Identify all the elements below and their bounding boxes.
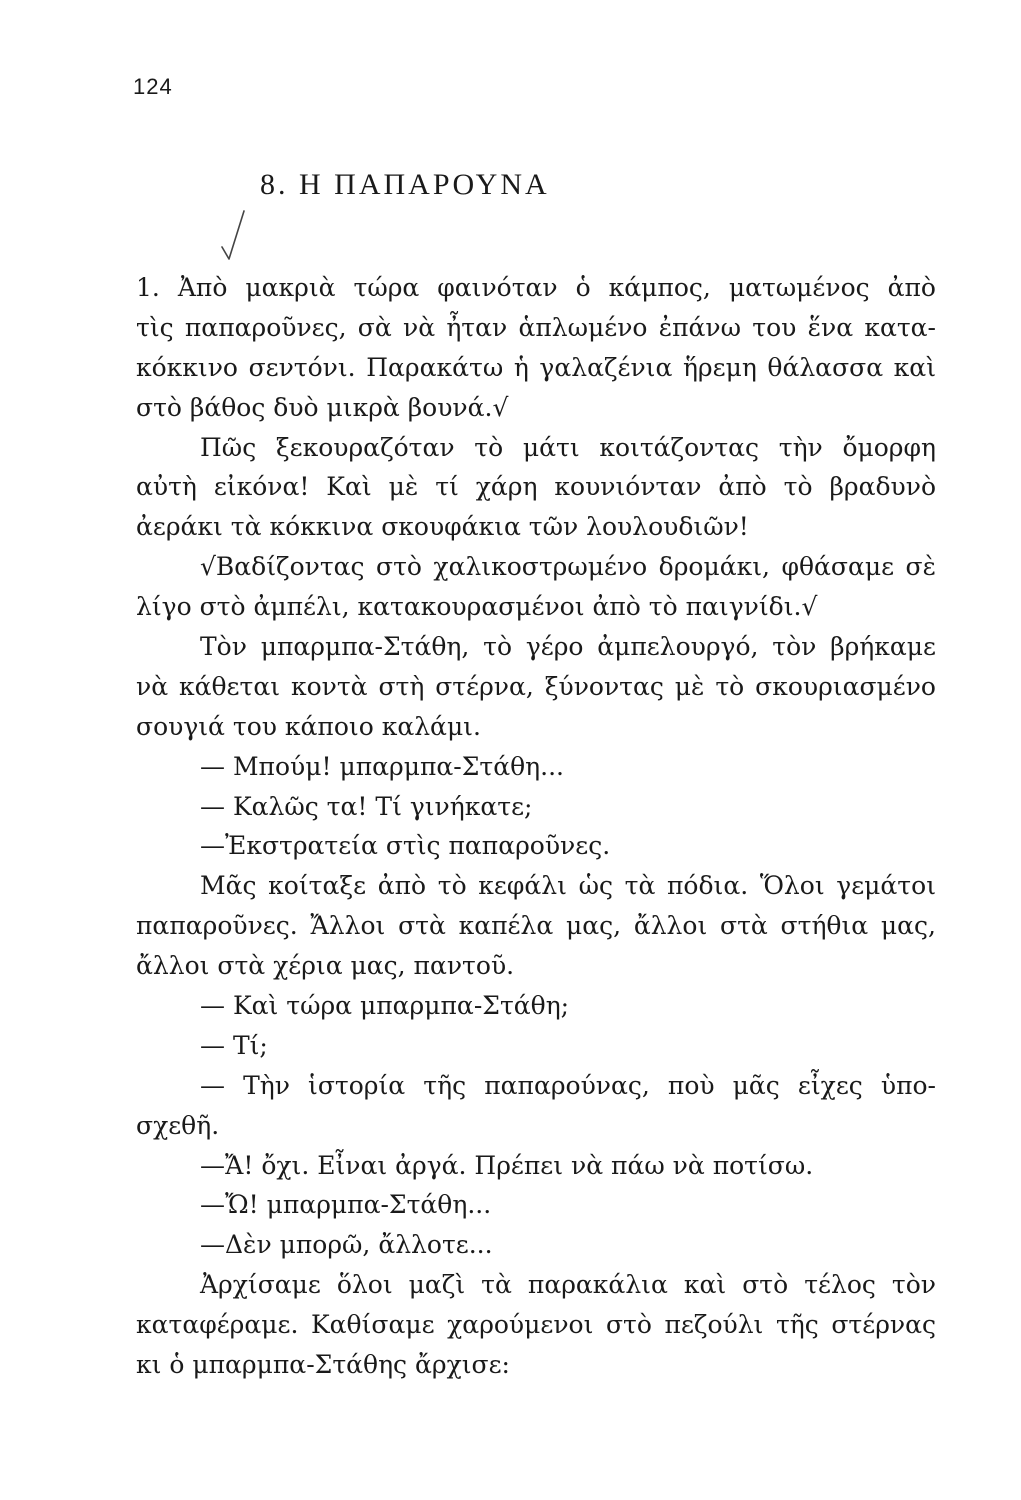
text-line: σουγιά του κάποιο καλάμι. xyxy=(136,711,481,741)
dialog-line: — Τὴν ἱστορία τῆς παπαρούνας, ποὺ μᾶς εἶχες ὑπο- xyxy=(200,1070,936,1100)
text-line: αὐτὴ εἰκόνα! Καὶ μὲ τί χάρη κουνιόνταν ἀπὸ τὸ βραδυνὸ xyxy=(136,472,936,502)
text-line: Μᾶς κοίταξε ἀπὸ τὸ κεφάλι ὡς τὰ πόδια. Ὅλοι γεμάτοι xyxy=(200,871,936,901)
check-mark-icon xyxy=(218,205,248,265)
text-line: κι ὁ μπαρμπα-Στάθης ἄρχισε: xyxy=(136,1350,510,1380)
dialog-line: — Μπούμ! μπαρμπα-Στάθη... xyxy=(200,751,564,781)
dialog-line: —Δὲν μπορῶ, ἄλλοτε... xyxy=(200,1230,493,1260)
text-line: ἀεράκι τὰ κόκκινα σκουφάκια τῶν λουλουδιῶν! xyxy=(136,512,749,542)
dialog-line: — Καὶ τώρα μπαρμπα-Στάθη; xyxy=(200,991,570,1021)
text-line: Τὸν μπαρμπα-Στάθη, τὸ γέρο ἀμπελουργό, τὸν βρήκαμε xyxy=(200,632,936,662)
text-line: παπαροῦνες. Ἄλλοι στὰ καπέλα μας, ἄλλοι στὰ στήθια μας, xyxy=(136,911,936,941)
text-line: στὸ βάθος δυὸ μικρὰ βουνά.√ xyxy=(136,392,509,422)
page-number: 124 xyxy=(133,74,173,99)
text-line: √Βαδίζοντας στὸ χαλικοστρωμένο δρομάκι, φθάσαμε σὲ xyxy=(200,552,936,582)
text-line: σχεθῆ. xyxy=(136,1110,220,1140)
text-line: καταφέραμε. Καθίσαμε χαρούμενοι στὸ πεζούλι τῆς στέρνας xyxy=(136,1310,936,1340)
text-line: τὶς παπαροῦνες, σὰ νὰ ἦταν ἁπλωμένο ἐπάνω του ἕνα κατα- xyxy=(136,312,936,342)
dialog-line: —Ὤ! μπαρμπα-Στάθη... xyxy=(200,1190,492,1220)
text-line: λίγο στὸ ἀμπέλι, κατακουρασμένοι ἀπὸ τὸ παιγνίδι.√ xyxy=(136,592,818,622)
dialog-line: — Τί; xyxy=(200,1030,268,1060)
chapter-title: 8. Η ΠΑΠΑΡΟΥΝΑ xyxy=(260,168,550,201)
text-line: Πῶς ξεκουραζόταν τὸ μάτι κοιτάζοντας τὴν ὄμορφη xyxy=(200,432,936,462)
text-line: ἄλλοι στὰ χέρια μας, παντοῦ. xyxy=(136,951,515,981)
text-line: κόκκινο σεντόνι. Παρακάτω ἡ γαλαζένια ἥρεμη θάλασσα καὶ xyxy=(136,352,936,382)
text-line: Ἀρχίσαμε ὅλοι μαζὶ τὰ παρακάλια καὶ στὸ τέλος τὸν xyxy=(200,1270,936,1300)
text-line: νὰ κάθεται κοντὰ στὴ στέρνα, ξύνοντας μὲ τὸ σκουριασμένο xyxy=(136,671,936,701)
dialog-line: —Ἐκστρατεία στὶς παπαροῦνες. xyxy=(200,831,611,861)
dialog-line: —Ἄ! ὄχι. Εἶναι ἀργά. Πρέπει νὰ πάω νὰ ποτίσω. xyxy=(200,1150,814,1180)
text-line: 1. Ἀπὸ μακριὰ τώρα φαινόταν ὁ κάμπος, ματωμένος ἀπὸ xyxy=(136,273,936,302)
body-text xyxy=(136,268,936,1385)
dialog-line: — Καλῶς τα! Τί γινήκατε; xyxy=(200,791,533,821)
